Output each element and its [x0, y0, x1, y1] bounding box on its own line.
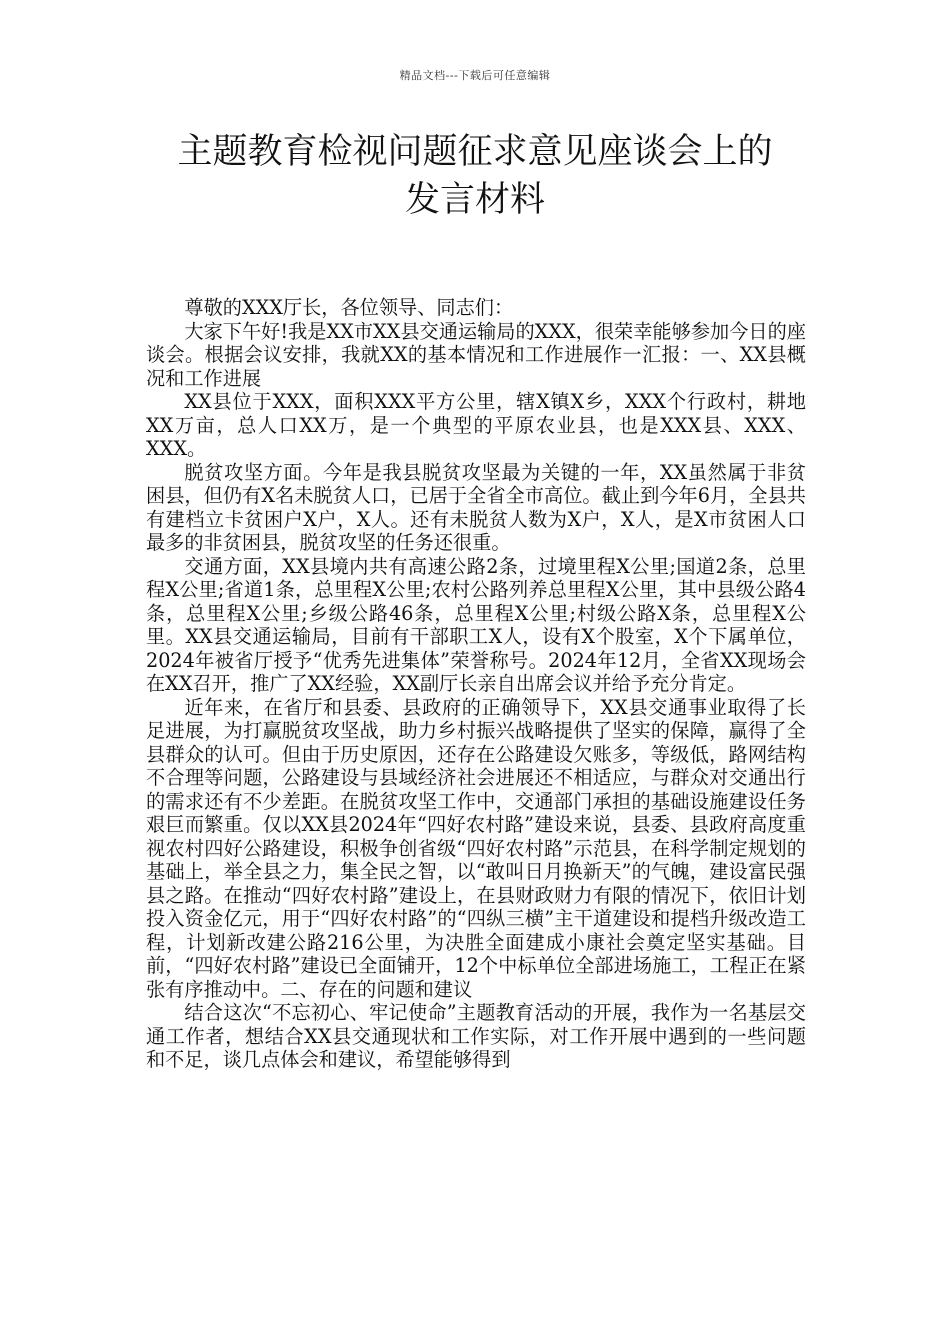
document-title	[110, 128, 840, 224]
body-paragraph: 大家下午好!我是XX市XX县交通运输局的XXX，很荣幸能够参加今日的座谈会。根据会议安排，我就XX的基本情况和工作进展作一汇报：一、XX县概况和工作进展	[146, 319, 806, 390]
salutation-paragraph: 尊敬的XXX厅长，各位领导、同志们：	[184, 296, 514, 319]
body-paragraph: 交通方面，XX县境内共有高速公路2条，过境里程X公里;国道2条，总里程X公里;省道1条，总里程X公里;农村公路列养总里程X公里，其中县级公路4条，总里程X公里;乡级公路46条，总里程X公里;村级公路X条，总里程X公里。XX县交通运输局，目前有干部职工X人，设有X个股室，X个下属单位，2024年被省厅授予“优秀先进集体”荣誉称号。2024年12月，全省XX现场会在XX召开，推广了XX经验，XX副厅长亲自出席会议并给予充分肯定。	[146, 554, 806, 695]
document-body	[146, 296, 806, 1072]
body-paragraph: 脱贫攻坚方面。今年是我县脱贫攻坚最为关键的一年，XX虽然属于非贫困县，但仍有X名未脱贫人口，已居于全省全市高位。截止到今年6月，全县共有建档立卡贫困户X户，X人。还有未脱贫人数为X户，X人，是X市贫困人口最多的非贫困县，脱贫攻坚的任务还很重。	[146, 460, 806, 554]
header-note: 精品文档---下载后可任意编辑	[399, 69, 551, 82]
body-paragraph: XX县位于XXX，面积XXX平方公里，辖X镇X乡，XXX个行政村，耕地XX万亩，总人口XX万，是一个典型的平原农业县，也是XXX县、XXX、XXX。	[146, 390, 806, 460]
body-paragraph: 近年来，在省厅和县委、县政府的正确领导下，XX县交通事业取得了长足进展，为打赢脱贫攻坚战，助力乡村振兴战略提供了坚实的保障，赢得了全县群众的认可。但由于历史原因，还存在公路建设欠账多，等级低，路网结构不合理等问题，公路建设与县域经济社会进展还不相适应，与群众对交通出行的需求还有不少差距。在脱贫攻坚工作中，交通部门承担的基础设施建设任务艰巨而繁重。仅以XX县2024年“四好农村路”建设来说，县委、县政府高度重视农村四好公路建设，积极争创省级“四好农村路”示范县，在科学制定规划的基础上，举全县之力，集全民之智，以“敢叫日月换新天”的气魄，建设富民强县之路。在推动“四好农村路”建设上，在县财政财力有限的情况下，依旧计划投入资金亿元，用于“四好农村路”的“四纵三横”主干道建设和提档升级改造工程，计划新改建公路216公里，为决胜全面建成小康社会奠定坚实基础。目前，“四好农村路”建设已全面铺开，12个中标单位全部进场施工，工程正在紧张有序推动中。二、存在的问题和建议	[146, 695, 806, 1001]
body-paragraph: 结合这次“不忘初心、牢记使命”主题教育活动的开展，我作为一名基层交通工作者，想结合XX县交通现状和工作实际，对工作开展中遇到的一些问题和不足，谈几点体会和建议，希望能够得到	[146, 1001, 806, 1071]
title-line-2: 发言材料	[404, 180, 545, 220]
title-line-1: 主题教育检视问题征求意见座谈会上的	[177, 132, 773, 172]
